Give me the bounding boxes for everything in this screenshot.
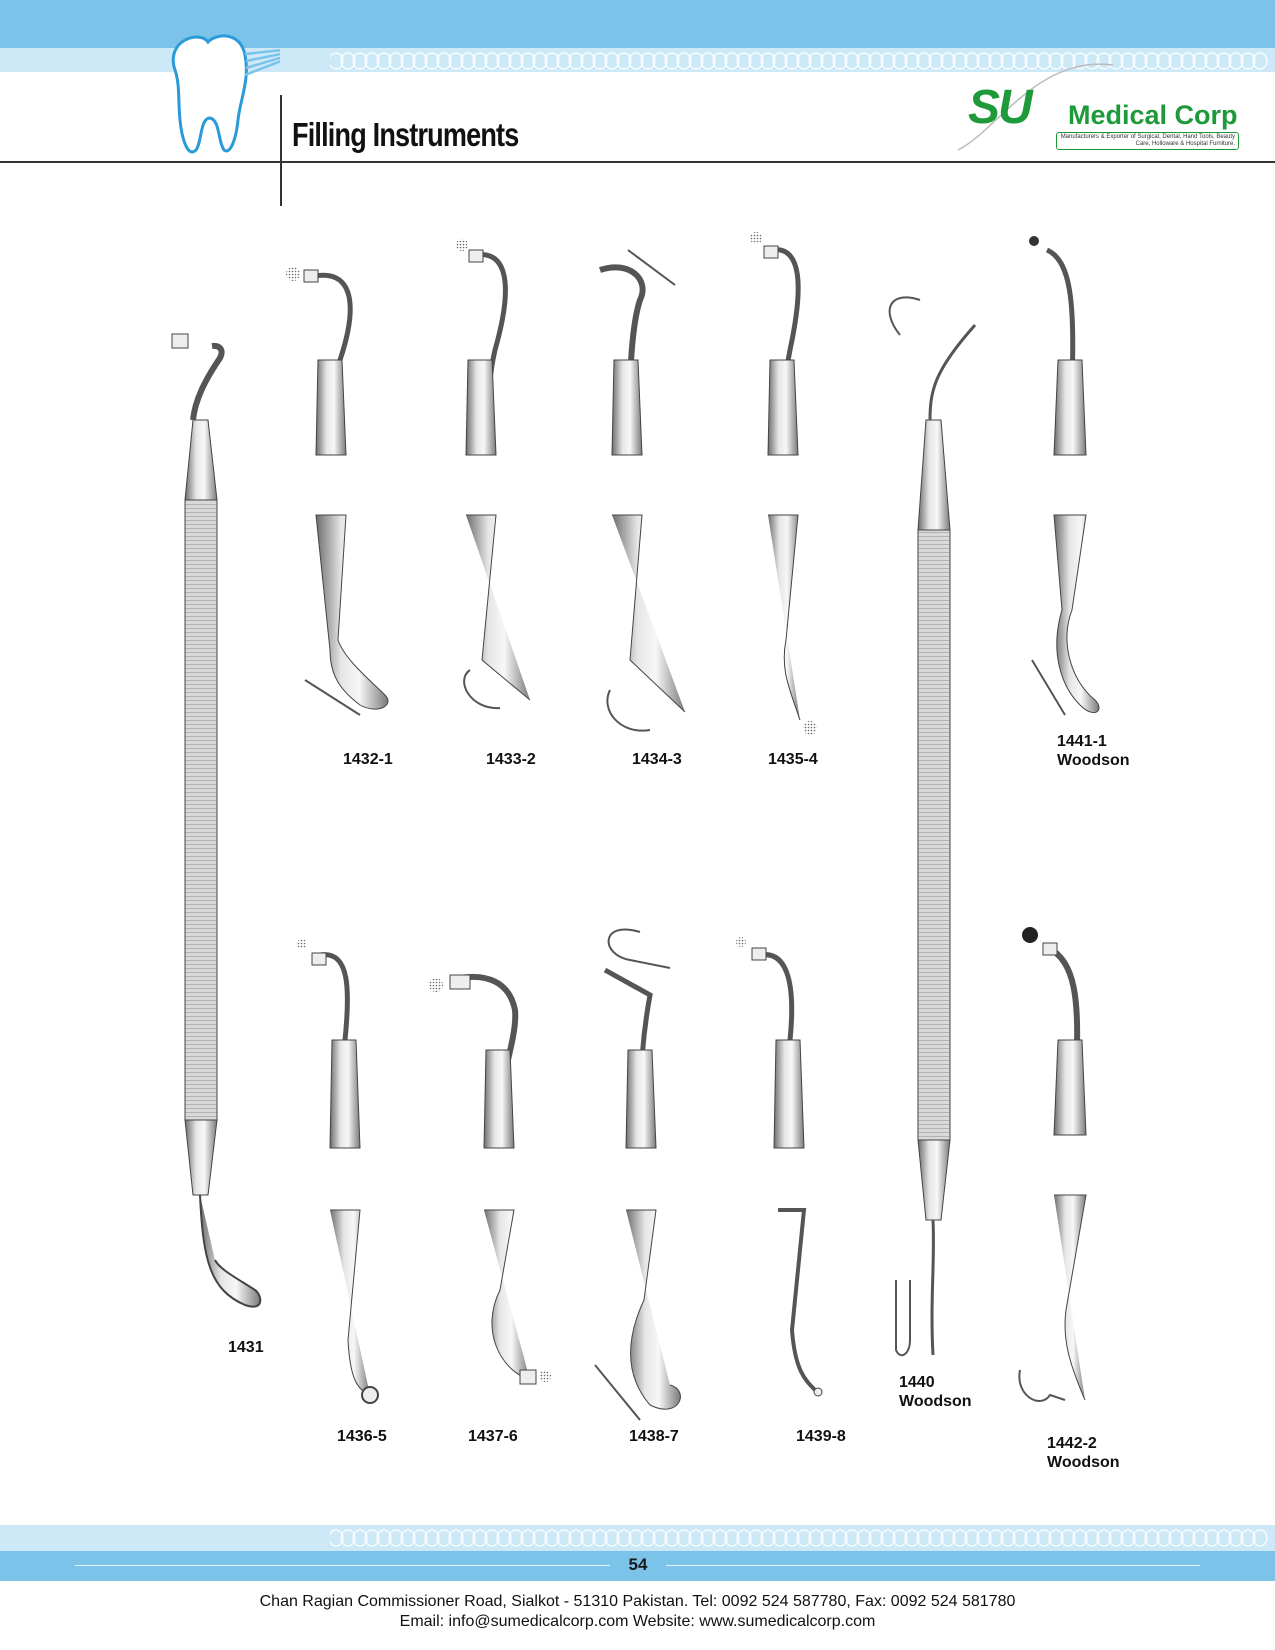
label-1440-code: 1440 xyxy=(899,1374,935,1391)
label-1438-7: 1438-7 xyxy=(629,1428,679,1445)
page-title: Filling Instruments xyxy=(292,116,519,153)
instrument-1439-8 xyxy=(736,937,822,1396)
instrument-1433-2 xyxy=(456,239,530,708)
label-1440-name: Woodson xyxy=(899,1393,972,1410)
logo-company-name: Medical Corp xyxy=(1068,100,1238,130)
label-1442-2-name: Woodson xyxy=(1047,1454,1120,1471)
page-number: 54 xyxy=(610,1555,666,1577)
decorative-circle-pattern-bottom xyxy=(330,1529,1270,1547)
footer-contact: Email: info@sumedicalcorp.com Website: www.sumedicalcorp.com xyxy=(399,1613,876,1630)
label-1433-2: 1433-2 xyxy=(486,751,536,768)
label-1435-4: 1435-4 xyxy=(768,751,818,768)
label-1431: 1431 xyxy=(228,1339,264,1356)
instrument-1441-1 xyxy=(1029,236,1099,715)
instrument-1438-7 xyxy=(595,930,680,1420)
label-1441-1-code: 1441-1 xyxy=(1057,733,1107,750)
label-1434-3: 1434-3 xyxy=(632,751,682,768)
label-1439-8: 1439-8 xyxy=(796,1428,846,1445)
instrument-1440 xyxy=(890,297,975,1355)
instrument-1435-4 xyxy=(750,232,817,735)
logo-mark: SU xyxy=(968,81,1031,134)
label-1432-1: 1432-1 xyxy=(343,751,393,768)
label-1437-6: 1437-6 xyxy=(468,1428,518,1445)
label-1440 xyxy=(899,1373,972,1411)
label-1436-5: 1436-5 xyxy=(337,1428,387,1445)
logo-tagline: Manufacturers & Exporter of Surgical, Dental, Hand Tools, Beauty Care, Holloware & Hospital Furniture. xyxy=(1056,132,1239,150)
instrument-1442-2 xyxy=(1019,927,1086,1401)
label-1442-2 xyxy=(1047,1434,1120,1472)
instrument-1432-1 xyxy=(286,267,388,715)
label-1442-2-code: 1442-2 xyxy=(1047,1435,1097,1452)
instrument-1434-3 xyxy=(600,250,685,731)
instrument-1436-5 xyxy=(297,939,378,1403)
instrument-1437-6 xyxy=(429,975,551,1384)
label-1441-1-name: Woodson xyxy=(1057,752,1130,769)
label-1441-1 xyxy=(1057,732,1130,770)
instrument-1431 xyxy=(172,334,260,1307)
footer-address: Chan Ragian Commissioner Road, Sialkot - 51310 Pakistan. Tel: 0092 524 587780, Fax: 0092 524 581780 xyxy=(259,1593,1016,1610)
